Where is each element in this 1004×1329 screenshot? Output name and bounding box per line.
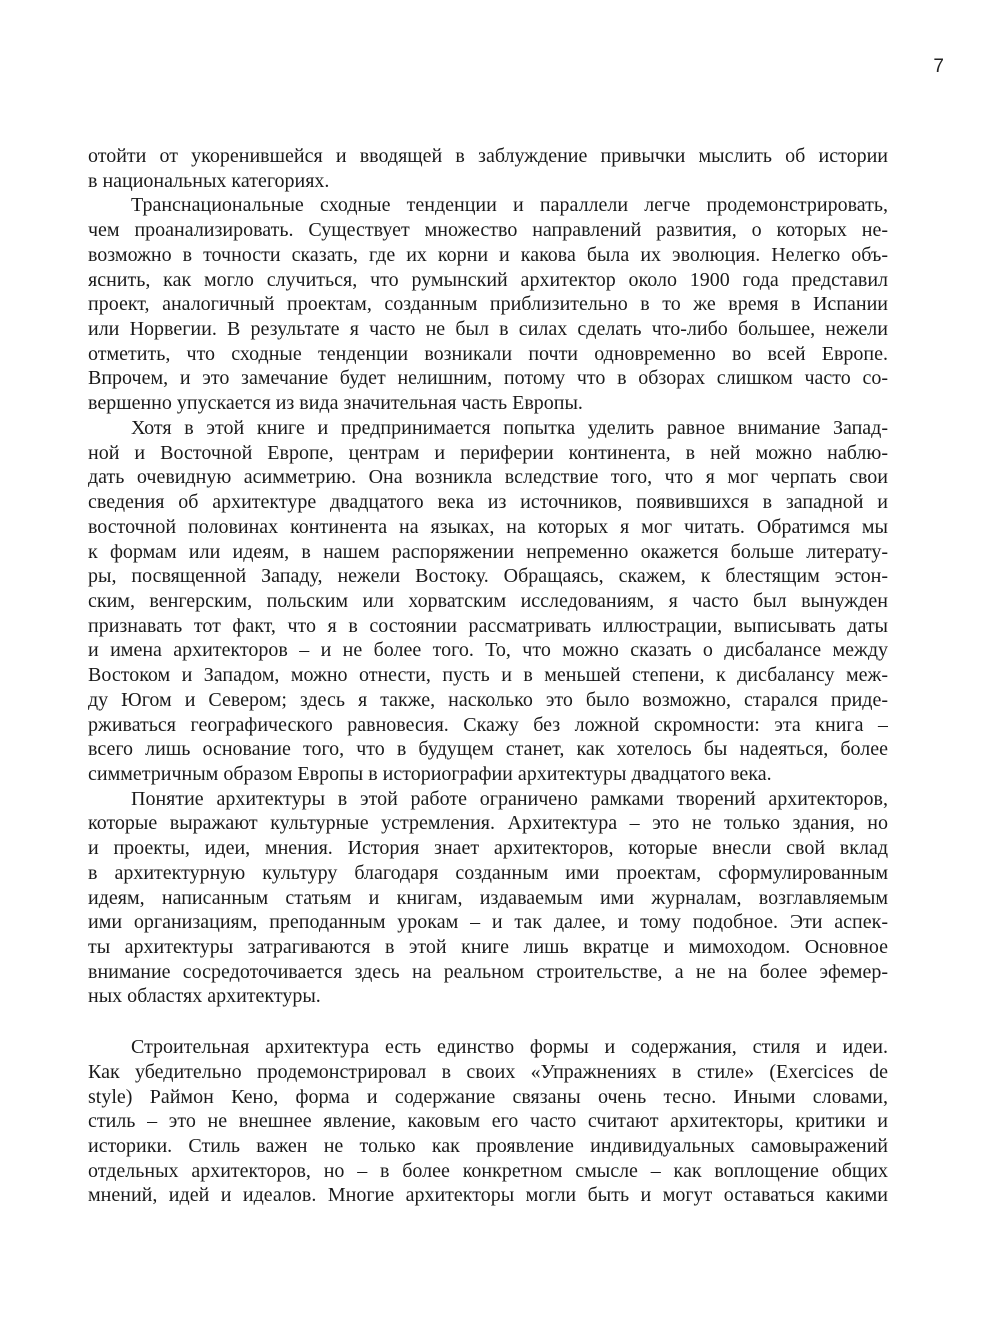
text-line: восточной половинах континента на языках, на которых я мог читать. Обратимся мы [88, 515, 888, 538]
text-line: рживаться географического равновесия. Скажу без ложной скромности: эта книга – [88, 713, 888, 736]
body-text [88, 144, 888, 1208]
text-line: Понятие архитектуры в этой работе ограничено рамками творений архитекторов, [131, 787, 888, 810]
paragraph-3 [88, 416, 888, 787]
text-line: дать очевидную асимметрию. Она возникла вследствие того, что я мог черпать свои [88, 466, 888, 489]
paragraph-gap [88, 1009, 888, 1035]
text-line: в архитектурную культуру благодаря созданным ими проектам, сформулированным [88, 861, 888, 884]
paragraph-1 [88, 144, 888, 193]
text-line: отойти от укоренившейся и вводящей в заблуждение привычки мыслить об истории [88, 145, 888, 167]
text-line: ским, венгерским, польским или хорватским исследованиям, я часто был вынужден [88, 589, 888, 612]
text-line: отметить, что сходные тенденции возникали почти одновременно во всей Европе. [88, 342, 888, 365]
text-line: ты архитектуры затрагиваются в этой книге лишь вкратце и мимоходом. Основное [88, 936, 888, 958]
text-line: и имена архитекторов – и не более того. То, что можно сказать о дисбалансе между [88, 639, 888, 662]
text-line: симметричным образом Европы в историографии архитектуры двадцатого века. [88, 762, 772, 785]
text-line: мнений, идей и идеалов. Многие архитекторы могли быть и могут оставаться какими [88, 1184, 888, 1207]
text-line: style) Раймон Кено, форма и содержание связаны очень тесно. Иными словами, [88, 1085, 888, 1108]
text-line: Впрочем, и это замечание будет нелишним, потому что в обзорах слишком часто со- [88, 367, 888, 390]
page-number: 7 [933, 56, 944, 77]
text-line: яснить, как могло случиться, что румынский архитектор около 1900 года представил [88, 268, 888, 291]
text-line: ими организациям, преподанным урокам – и так далее, и тому подобное. Эти аспек- [88, 911, 888, 934]
text-line: возможно в точности сказать, где их корни и какова была их эволюция. Нелегко объ- [88, 243, 888, 266]
text-line: идеям, написанным статьям и книгам, издаваемым ими журналам, возглавляемым [88, 886, 888, 909]
text-line: Востоком и Западом, можно отнести, пусть и в меньшей степени, к дисбалансу меж- [88, 664, 888, 687]
text-line: Хотя в этой книге и предпринимается попытка уделить равное внимание Запад- [131, 416, 888, 439]
text-line: Транснациональные сходные тенденции и параллели легче продемонстрировать, [131, 194, 888, 217]
text-line: ных областях архитектуры. [88, 985, 321, 1008]
text-line: к формам или идеям, в нашем распоряжении непременно окажется больше литерату- [88, 540, 888, 563]
paragraph-2 [88, 193, 888, 415]
text-line: проект, аналогичный проектам, созданным приблизительно в то же время в Испании [88, 293, 888, 316]
text-line: ной и Восточной Европе, центрам и периферии континента, в ней можно наблю- [88, 441, 888, 464]
text-line: чем проанализировать. Существует множество направлений развития, о которых не- [88, 219, 888, 242]
text-line: ры, посвященной Западу, нежели Востоку. Обращаясь, скажем, к блестящим эстон- [88, 565, 888, 588]
text-line: или Норвегии. В результате я часто не был в силах сделать что-либо большее, нежели [88, 318, 888, 341]
text-line: отдельных архитекторов, но – в более конкретном смысле – как воплощение общих [88, 1159, 888, 1182]
text-line: историки. Стиль важен не только как проявление индивидуальных самовыражений [88, 1135, 888, 1158]
text-line: внимание сосредоточивается здесь на реальном строительстве, а не на более эфемер- [88, 960, 888, 983]
text-line: в национальных категориях. [88, 169, 330, 192]
text-line: Строительная архитектура есть единство формы и содержания, стиля и идеи. [131, 1036, 888, 1059]
text-line: всего лишь основание того, что в будущем станет, как хотелось бы надеяться, более [88, 738, 888, 761]
text-line: признавать тот факт, что я в состоянии рассматривать иллюстрации, выписывать даты [88, 614, 888, 637]
paragraph-4 [88, 787, 888, 1009]
text-line: сведения об архитектуре двадцатого века из источников, появившихся в западной и [88, 491, 888, 514]
paragraph-5 [88, 1035, 888, 1208]
text-line: вершенно упускается из вида значительная часть Европы. [88, 392, 583, 415]
text-line: которые выражают культурные устремления. Архитектура – это не только здания, но [88, 812, 888, 835]
text-line: Как убедительно продемонстрировал в своих «Упражнениях в стиле» (Exercices de [88, 1060, 888, 1083]
text-line: стиль – это не внешнее явление, каковым его часто считают архитекторы, критики и [88, 1110, 888, 1133]
text-line: и проекты, идеи, мнения. История знает архитекторов, которые внесли свой вклад [88, 837, 888, 860]
text-line: ду Югом и Севером; здесь я также, насколько это было возможно, старался приде- [88, 688, 888, 711]
